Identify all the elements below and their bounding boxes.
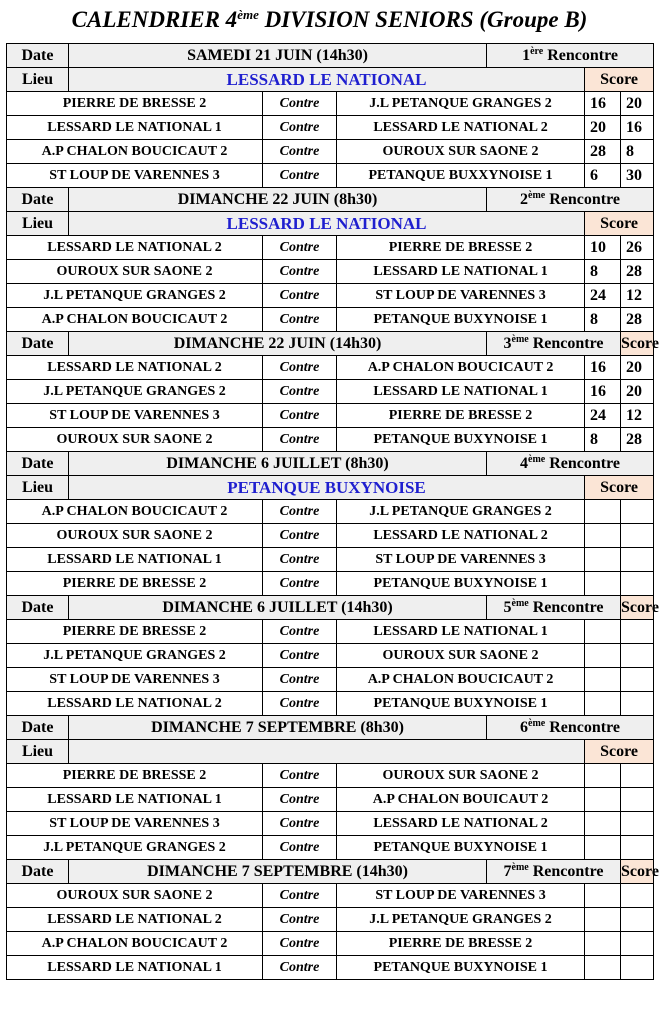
rencontre-sup: ère (530, 45, 544, 57)
rencontre-num: 7 (503, 862, 512, 880)
home-team: J.L PETANQUE GRANGES 2 (7, 284, 263, 308)
away-score (621, 908, 654, 932)
match-row (7, 668, 654, 692)
home-score: 8 (585, 428, 621, 452)
rencontre-num: 3 (503, 334, 512, 352)
away-score: 30 (621, 164, 654, 188)
home-team: ST LOUP DE VARENNES 3 (7, 668, 263, 692)
away-team: ST LOUP DE VARENNES 3 (337, 884, 585, 908)
match-row (7, 380, 654, 404)
score-header: Score (621, 860, 654, 884)
away-score (621, 500, 654, 524)
contre-label: Contre (263, 380, 337, 404)
date-label: Date (7, 332, 69, 356)
score-header: Score (585, 68, 654, 92)
contre-label: Contre (263, 356, 337, 380)
home-team: LESSARD LE NATIONAL 2 (7, 356, 263, 380)
venue-name: LESSARD LE NATIONAL (69, 212, 585, 236)
home-team: OUROUX SUR SAONE 2 (7, 524, 263, 548)
home-score: 6 (585, 164, 621, 188)
schedule-table (6, 43, 659, 980)
match-row (7, 764, 654, 788)
home-score (585, 956, 621, 980)
date-label: Date (7, 860, 69, 884)
away-team: A.P CHALON BOUCICAUT 2 (337, 356, 585, 380)
home-team: A.P CHALON BOUCICAUT 2 (7, 500, 263, 524)
away-team: ST LOUP DE VARENNES 3 (337, 284, 585, 308)
match-row (7, 836, 654, 860)
lieu-label: Lieu (7, 68, 69, 92)
home-team: PIERRE DE BRESSE 2 (7, 764, 263, 788)
round-date-row (7, 44, 654, 68)
match-row (7, 236, 654, 260)
rencontre-sup: ème (528, 717, 546, 729)
match-row (7, 932, 654, 956)
home-team: LESSARD LE NATIONAL 2 (7, 692, 263, 716)
match-row (7, 260, 654, 284)
rencontre-number (487, 188, 654, 212)
contre-label: Contre (263, 956, 337, 980)
match-row (7, 164, 654, 188)
score-header: Score (585, 740, 654, 764)
away-score (621, 620, 654, 644)
home-team: ST LOUP DE VARENNES 3 (7, 164, 263, 188)
contre-label: Contre (263, 428, 337, 452)
title-prefix: CALENDRIER 4 (71, 7, 238, 32)
rencontre-number (487, 452, 654, 476)
match-row (7, 356, 654, 380)
home-score (585, 644, 621, 668)
away-score: 12 (621, 284, 654, 308)
lieu-label: Lieu (7, 476, 69, 500)
contre-label: Contre (263, 260, 337, 284)
away-team: J.L PETANQUE GRANGES 2 (337, 92, 585, 116)
rencontre-number (487, 332, 621, 356)
home-team: J.L PETANQUE GRANGES 2 (7, 644, 263, 668)
match-row (7, 308, 654, 332)
home-score: 24 (585, 284, 621, 308)
away-score (621, 884, 654, 908)
away-team: LESSARD LE NATIONAL 2 (337, 524, 585, 548)
home-score (585, 668, 621, 692)
rencontre-num: 4 (520, 454, 529, 472)
home-score: 16 (585, 380, 621, 404)
contre-label: Contre (263, 692, 337, 716)
rencontre-text: Rencontre (528, 862, 604, 880)
contre-label: Contre (263, 164, 337, 188)
away-score (621, 644, 654, 668)
away-team: A.P CHALON BOUCICAUT 2 (337, 668, 585, 692)
match-row (7, 692, 654, 716)
contre-label: Contre (263, 668, 337, 692)
score-header: Score (585, 476, 654, 500)
rencontre-sup: ème (511, 333, 529, 345)
home-team: PIERRE DE BRESSE 2 (7, 92, 263, 116)
away-team: LESSARD LE NATIONAL 2 (337, 812, 585, 836)
home-team: A.P CHALON BOUCICAUT 2 (7, 932, 263, 956)
away-score: 8 (621, 140, 654, 164)
contre-label: Contre (263, 884, 337, 908)
home-score (585, 884, 621, 908)
away-team: PETANQUE BUXYNOISE 1 (337, 428, 585, 452)
home-score: 20 (585, 116, 621, 140)
away-team: PETANQUE BUXYNOISE 1 (337, 836, 585, 860)
contre-label: Contre (263, 524, 337, 548)
contre-label: Contre (263, 572, 337, 596)
home-team: LESSARD LE NATIONAL 1 (7, 788, 263, 812)
rencontre-sup: ème (528, 189, 546, 201)
contre-label: Contre (263, 812, 337, 836)
away-team: ST LOUP DE VARENNES 3 (337, 548, 585, 572)
home-team: OUROUX SUR SAONE 2 (7, 260, 263, 284)
away-score (621, 668, 654, 692)
date-label: Date (7, 596, 69, 620)
home-score (585, 620, 621, 644)
away-team: LESSARD LE NATIONAL 1 (337, 260, 585, 284)
contre-label: Contre (263, 308, 337, 332)
home-team: PIERRE DE BRESSE 2 (7, 572, 263, 596)
round-date: DIMANCHE 6 JUILLET (8h30) (69, 452, 487, 476)
away-score (621, 836, 654, 860)
home-team: LESSARD LE NATIONAL 2 (7, 236, 263, 260)
away-score (621, 764, 654, 788)
match-row (7, 908, 654, 932)
rencontre-text: Rencontre (545, 190, 621, 208)
contre-label: Contre (263, 548, 337, 572)
rencontre-sup: ème (511, 861, 529, 873)
away-score (621, 956, 654, 980)
rencontre-num: 6 (520, 718, 529, 736)
schedule-sheet (6, 43, 659, 980)
away-team: PIERRE DE BRESSE 2 (337, 404, 585, 428)
contre-label: Contre (263, 932, 337, 956)
match-row (7, 116, 654, 140)
rencontre-number (487, 596, 621, 620)
home-score: 24 (585, 404, 621, 428)
round-venue-row (7, 476, 654, 500)
venue-name: PETANQUE BUXYNOISE (69, 476, 585, 500)
venue-name: LESSARD LE NATIONAL (69, 68, 585, 92)
rencontre-sup: ème (528, 453, 546, 465)
away-score: 28 (621, 428, 654, 452)
away-score: 26 (621, 236, 654, 260)
home-team: LESSARD LE NATIONAL 1 (7, 548, 263, 572)
away-team: PETANQUE BUXYNOISE 1 (337, 692, 585, 716)
contre-label: Contre (263, 764, 337, 788)
contre-label: Contre (263, 788, 337, 812)
home-score (585, 836, 621, 860)
away-team: J.L PETANQUE GRANGES 2 (337, 500, 585, 524)
lieu-label: Lieu (7, 740, 69, 764)
home-team: A.P CHALON BOUCICAUT 2 (7, 308, 263, 332)
away-team: OUROUX SUR SAONE 2 (337, 644, 585, 668)
score-header: Score (621, 332, 654, 356)
home-team: OUROUX SUR SAONE 2 (7, 884, 263, 908)
rencontre-number (487, 44, 654, 68)
away-team: PETANQUE BUXXYNOISE 1 (337, 164, 585, 188)
away-score: 28 (621, 260, 654, 284)
away-team: LESSARD LE NATIONAL 2 (337, 116, 585, 140)
score-header: Score (585, 212, 654, 236)
away-score (621, 524, 654, 548)
round-date: DIMANCHE 6 JUILLET (14h30) (69, 596, 487, 620)
home-score (585, 500, 621, 524)
home-team: LESSARD LE NATIONAL 1 (7, 116, 263, 140)
away-score (621, 572, 654, 596)
away-team: A.P CHALON BOUICAUT 2 (337, 788, 585, 812)
away-team: OUROUX SUR SAONE 2 (337, 764, 585, 788)
home-score (585, 932, 621, 956)
away-score (621, 548, 654, 572)
match-row (7, 428, 654, 452)
round-date: DIMANCHE 22 JUIN (14h30) (69, 332, 487, 356)
away-team: PETANQUE BUXYNOISE 1 (337, 956, 585, 980)
home-team: A.P CHALON BOUCICAUT 2 (7, 140, 263, 164)
round-venue-row (7, 212, 654, 236)
home-team: J.L PETANQUE GRANGES 2 (7, 836, 263, 860)
match-row (7, 524, 654, 548)
match-row (7, 140, 654, 164)
home-score: 16 (585, 356, 621, 380)
contre-label: Contre (263, 500, 337, 524)
match-row (7, 404, 654, 428)
home-score (585, 524, 621, 548)
away-score (621, 812, 654, 836)
round-venue-row (7, 68, 654, 92)
home-team: PIERRE DE BRESSE 2 (7, 620, 263, 644)
match-row (7, 500, 654, 524)
rencontre-num: 1 (522, 46, 531, 64)
title-suffix: DIVISION SENIORS (Groupe B) (258, 7, 588, 32)
match-row (7, 788, 654, 812)
round-date: SAMEDI 21 JUIN (14h30) (69, 44, 487, 68)
away-score: 12 (621, 404, 654, 428)
contre-label: Contre (263, 236, 337, 260)
home-score: 8 (585, 260, 621, 284)
contre-label: Contre (263, 620, 337, 644)
rencontre-text: Rencontre (528, 334, 604, 352)
rencontre-sup: ème (511, 597, 529, 609)
home-score (585, 788, 621, 812)
venue-name (69, 740, 585, 764)
home-team: ST LOUP DE VARENNES 3 (7, 812, 263, 836)
match-row (7, 956, 654, 980)
round-venue-row (7, 740, 654, 764)
round-date: DIMANCHE 7 SEPTEMBRE (8h30) (69, 716, 487, 740)
rencontre-num: 5 (503, 598, 512, 616)
home-score: 16 (585, 92, 621, 116)
match-row (7, 572, 654, 596)
date-label: Date (7, 44, 69, 68)
contre-label: Contre (263, 836, 337, 860)
away-team: J.L PETANQUE GRANGES 2 (337, 908, 585, 932)
round-date-row (7, 452, 654, 476)
round-date-row (7, 332, 654, 356)
rencontre-text: Rencontre (528, 598, 604, 616)
contre-label: Contre (263, 116, 337, 140)
round-date-row (7, 188, 654, 212)
contre-label: Contre (263, 284, 337, 308)
match-row (7, 620, 654, 644)
match-row (7, 548, 654, 572)
home-score (585, 572, 621, 596)
away-score (621, 692, 654, 716)
away-team: OUROUX SUR SAONE 2 (337, 140, 585, 164)
away-score (621, 932, 654, 956)
rencontre-num: 2 (520, 190, 529, 208)
home-score (585, 692, 621, 716)
home-team: LESSARD LE NATIONAL 1 (7, 956, 263, 980)
away-score (621, 788, 654, 812)
match-row (7, 92, 654, 116)
away-score: 20 (621, 92, 654, 116)
match-row (7, 644, 654, 668)
round-date-row (7, 860, 654, 884)
home-score: 28 (585, 140, 621, 164)
score-header: Score (621, 596, 654, 620)
home-score (585, 548, 621, 572)
date-label: Date (7, 188, 69, 212)
round-date: DIMANCHE 7 SEPTEMBRE (14h30) (69, 860, 487, 884)
date-label: Date (7, 452, 69, 476)
rencontre-text: Rencontre (545, 454, 621, 472)
page-title (0, 6, 659, 34)
away-team: PIERRE DE BRESSE 2 (337, 236, 585, 260)
round-date-row (7, 596, 654, 620)
rencontre-number (487, 716, 654, 740)
round-date: DIMANCHE 22 JUIN (8h30) (69, 188, 487, 212)
away-team: LESSARD LE NATIONAL 1 (337, 620, 585, 644)
away-team: PETANQUE BUXYNOISE 1 (337, 572, 585, 596)
contre-label: Contre (263, 644, 337, 668)
home-team: J.L PETANQUE GRANGES 2 (7, 380, 263, 404)
away-score: 28 (621, 308, 654, 332)
round-date-row (7, 716, 654, 740)
away-team: PETANQUE BUXYNOISE 1 (337, 308, 585, 332)
contre-label: Contre (263, 140, 337, 164)
match-row (7, 812, 654, 836)
title-superscript: ème (237, 7, 259, 22)
contre-label: Contre (263, 908, 337, 932)
away-score: 20 (621, 356, 654, 380)
home-score (585, 908, 621, 932)
away-score: 20 (621, 380, 654, 404)
away-team: LESSARD LE NATIONAL 1 (337, 380, 585, 404)
match-row (7, 284, 654, 308)
contre-label: Contre (263, 404, 337, 428)
date-label: Date (7, 716, 69, 740)
home-score (585, 812, 621, 836)
rencontre-text: Rencontre (545, 718, 621, 736)
away-team: PIERRE DE BRESSE 2 (337, 932, 585, 956)
home-score: 10 (585, 236, 621, 260)
home-team: LESSARD LE NATIONAL 2 (7, 908, 263, 932)
home-score (585, 764, 621, 788)
rencontre-number (487, 860, 621, 884)
away-score: 16 (621, 116, 654, 140)
contre-label: Contre (263, 92, 337, 116)
rencontre-text: Rencontre (543, 46, 618, 64)
home-score: 8 (585, 308, 621, 332)
lieu-label: Lieu (7, 212, 69, 236)
match-row (7, 884, 654, 908)
schedule-body (7, 44, 659, 980)
home-team: ST LOUP DE VARENNES 3 (7, 404, 263, 428)
home-team: OUROUX SUR SAONE 2 (7, 428, 263, 452)
